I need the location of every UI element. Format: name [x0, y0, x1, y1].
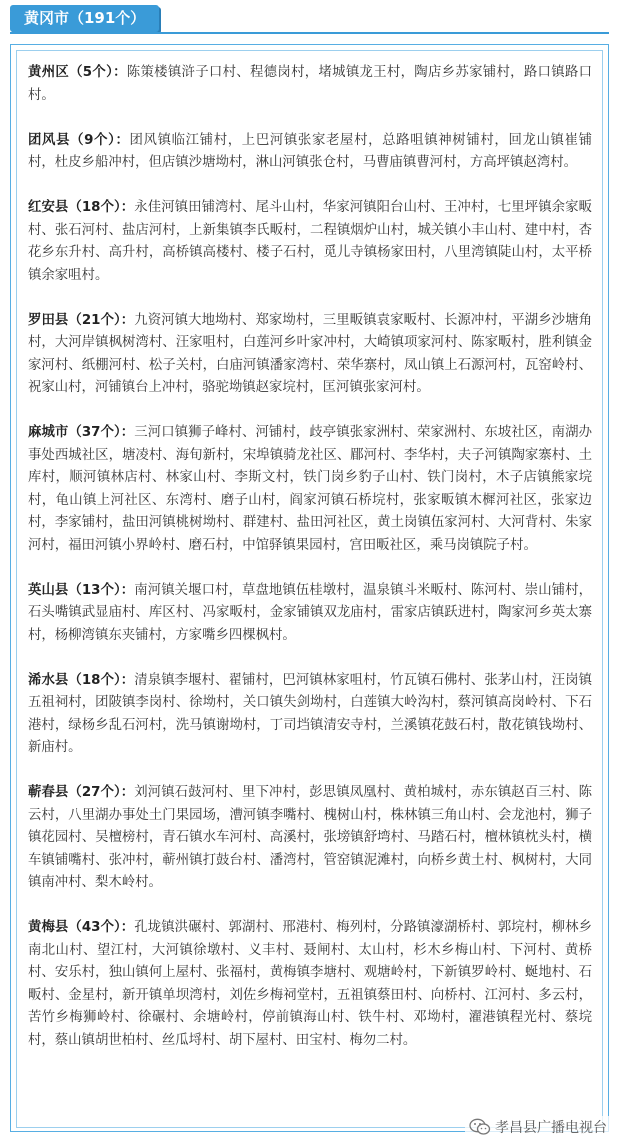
- watermark-text: 孝昌县广播电视台: [495, 1120, 607, 1136]
- county-name: 英山县（13个）：: [28, 582, 135, 598]
- county-entry-hongan: [28, 197, 592, 287]
- county-entry-tuanfeng: [28, 130, 592, 175]
- village-list: 永佳河镇田铺湾村、尾斗山村，华家河镇阳台山村、王冲村，七里坪镇余家畈村、张石河村、盐店河村，上新集镇李氏畈村，二程镇烟炉山村，城关镇小丰山村、建中村，杏花乡东升村、高升村，高桥镇高楼村、楼子石村，觅儿寺镇杨家田村，八里湾镇陡山村，太平桥镇余家咀村。: [28, 200, 592, 283]
- county-entry-yingshan: [28, 580, 592, 648]
- village-list: 南河镇关堰口村，草盘地镇伍桂墩村，温泉镇斗米畈村、陈河村、崇山铺村，石头嘴镇武显庙村、库区村、冯家畈村，金家铺镇双龙庙村，雷家店镇跃进村，陶家河乡英太寨村，杨柳湾镇东夹铺村，方家嘴乡四棵枫村。: [28, 582, 592, 643]
- title-underline: [10, 32, 609, 34]
- county-name: 蕲春县（27个）：: [28, 785, 135, 800]
- wechat-logo-icon: [469, 1118, 491, 1136]
- county-name: 红安县（18个）：: [28, 200, 135, 215]
- county-entry-luotian: [28, 310, 592, 400]
- village-list: 孔垅镇洪碾村、郭湖村、邢港村、梅列村，分路镇濠湖桥村、郭垸村，柳林乡南北山村、望江村，大河镇徐墩村、义丰村、聂闸村、太山村，杉木乡梅山村、下河村、黄桥村、安乐村，独山镇何上屋村、张福村，黄梅镇李塘村、观塘岭村，下新镇罗岭村、蜒地村、石畈村、金星村，新开镇单坝湾村，刘佐乡梅祠堂村，五祖镇蔡田村、向桥村、江河村、多云村，苦竹乡梅狮岭村、徐碾村、余塘岭村，停前镇海山村、铁牛村、邓坳村，濯港镇程光村、蔡垸村，蔡山镇胡世柏村、丝瓜埒村、胡下屋村、田宝村、梅勿二村。: [28, 920, 592, 1048]
- county-name: 麻城市（37个）：: [28, 425, 135, 440]
- county-name: 黄梅县（43个）：: [28, 920, 135, 935]
- village-list: 团风镇临江铺村，上巴河镇张家老屋村，总路咀镇神树铺村，回龙山镇崔铺村，杜皮乡船冲村，但店镇沙塘坳村，淋山河镇张仓村，马曹庙镇曹河村，方高坪镇赵湾村。: [28, 132, 593, 170]
- county-entry-qichun: [28, 782, 592, 895]
- county-name: 团风县（9个）：: [28, 132, 130, 148]
- county-name: 黄州区（5个）：: [28, 65, 127, 80]
- county-name: 浠水县（18个）：: [28, 672, 135, 688]
- watermark: [465, 1116, 611, 1138]
- page-title: 黄冈市（191个）: [10, 5, 159, 32]
- content-panel: [16, 50, 603, 1128]
- county-entry-huangmei: [28, 917, 592, 1052]
- village-list: 三河口镇狮子峰村、河铺村，歧亭镇张家洲村、荣家洲村、东坡社区，南湖办事处西城社区，塘凌村、海旬新村，宋埠镇骑龙社区、郿河村、李华村，夫子河镇陶家寨村、土库村，顺河镇林店村、林家山村、李斯文村，铁门岗乡豹子山村、铁门岗村，木子店镇熊家垸村，龟山镇上河社区、东湾村、磨子山村，阎家河镇石桥垸村，张家畈镇木樨河社区，张家边村，李家铺村，盐田河镇桃树坳村、群建村、盐田河社区，黄土岗镇伍家河村、大河背村、朱家河村，福田河镇小界岭村、磨石村，中馆驿镇果园村，宫田畈社区，乘马岗镇院子村。: [28, 425, 592, 553]
- village-list: 九资河镇大地坳村、郑家坳村，三里畈镇袁家畈村、长源冲村，平湖乡沙塘角村，大河岸镇枫树湾村、汪家咀村，白莲河乡叶家冲村，大崎镇项家河村、陈家畈村，胜利镇金家河村、纸棚河村、松子关村，白庙河镇潘家湾村、荣华寨村，凤山镇上石源河村，瓦窑岭村、祝家山村，河铺镇台上冲村，骆驼坳镇赵家垸村，匡河镇张家河村。: [28, 312, 592, 395]
- county-entry-macheng: [28, 422, 592, 557]
- county-entry-xishui: [28, 670, 592, 760]
- village-list: 刘河镇石鼓河村、里下冲村，彭思镇凤凰村、黄柏城村，赤东镇赵百三村、陈云村，八里湖办事处土门果园场，漕河镇李嘴村、槐树山村，株林镇三角山村、会龙池村，狮子镇花园村、吴檀榜村，青石镇水车河村、高溪村，张塝镇舒塆村、马踏石村，檀林镇枕头村，横车镇铺嘴村、张冲村，蕲州镇打鼓台村、潘湾村，管窑镇泥滩村，向桥乡黄土村、枫树村，大同镇南冲村、梨木岭村。: [28, 785, 592, 890]
- county-name: 罗田县（21个）：: [28, 312, 135, 328]
- county-entry-huangzhou: [28, 62, 592, 107]
- village-list: 清泉镇李堰村、翟铺村，巴河镇林家咀村，竹瓦镇石佛村、张茅山村，汪岗镇五祖祠村，团陂镇李岗村、徐坳村，关口镇失剑坳村，白莲镇大岭沟村，蔡河镇高岗岭村、下石港村，绿杨乡乱石河村，洗马镇谢坳村，丁司垱镇清安寺村，兰溪镇花鼓石村，散花镇钱坳村、新庙村。: [28, 672, 592, 755]
- village-list: 陈策楼镇浒子口村、程德岗村，堵城镇龙王村，陶店乡苏家铺村，路口镇路口村。: [28, 65, 592, 103]
